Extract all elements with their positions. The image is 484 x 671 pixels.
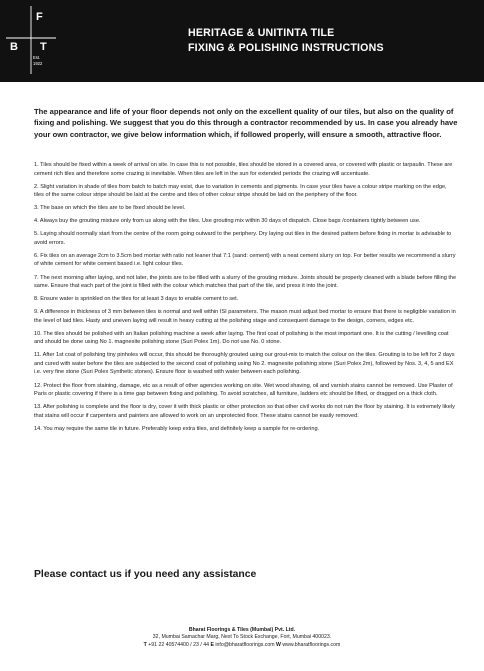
instruction-item: 5. Laying should normally start from the centre of the room going outward to the periphery. Dry laying out tiles in the desired pattern before fixing in mortar is advisable to avoid errors. — [34, 231, 452, 246]
header-band — [0, 0, 484, 82]
assistance-note: Please contact us if you need any assistance — [34, 569, 257, 580]
svg-text:T: T — [40, 41, 47, 53]
website-link[interactable]: www.bharatfloorings.com — [282, 641, 341, 648]
instruction-item: 1. Tiles should be fixed within a week of arrival on site. In case this is not possible, tiles should be stored in a covered area, or covered with plastic or tarpaulin. These are cement rich tiles and therefore some crazing is inevitable. When tiles are left in the sun for extended periods the crazing will accentuate. — [34, 162, 453, 177]
email-label: E — [210, 641, 214, 648]
intro-paragraph: The appearance and life of your floor depends not only on the excellent quality of our tiles, but also on the quality of fixing and polishing. We suggest that you do this through a contractor recommended by us. In case you already have your own contractor, we give below information which, if followed properly, will ensure a smooth, attractive floor. — [34, 107, 458, 139]
web-label: W — [276, 641, 281, 648]
instruction-item: 3. The base on which the tiles are to be fixed should be level. — [34, 205, 186, 212]
title-line-2: FIXING & POLISHING INSTRUCTIONS — [188, 42, 384, 54]
document-title — [188, 26, 468, 56]
phone-label: T — [143, 641, 147, 648]
instruction-item: 6. Fix tiles on an average 2cm to 3.5cm bed mortar with ratio not leaner that 7:1 (sand: cement) with a neat cement slurry on top. For better results we recommend a slurry of white cement for white cement based i.e. light colour tiles. — [34, 252, 456, 268]
instruction-item: 7. The next morning after laying, and not later, the joints are to be filled with a slurry of the grouting mixture. Joints should be properly cleaned with a blade before filling the same. Ensure that each part of the joint is filled with the colour which matches that part of the tile, and press it into the joint. — [34, 274, 457, 290]
company-name: Bharat Floorings & Tiles (Mumbai) Pvt. Ltd. — [188, 627, 296, 633]
bft-logo-graphic — [0, 0, 62, 82]
instruction-item: 9. A difference in thickness of 3 mm between tiles is normal and well within ISI parameters. The mason must adjust bed mortar to ensure that there is negligible variation in the level of laid tiles. Hasty and uneven laying will result in heavy cutting at the polishing stage and consequent damage to the design, corners, edges etc. — [34, 309, 456, 324]
instruction-item: 11. After 1st coat of polishing tiny pinholes will occur, this should be thoroughly grouted using our grout-mix to match the colour on the tiles. Grouting is to be left for 2 days and cured with water before the tiles are subjected to the second coat of polishing using No 2. magnesite polishing stone (Suri Polex 2m), followed by Nos. 3, 4, 5 and EX i.e. very fine stone (Suri Polex Synthetic stones). Ensure floor is washed with water between each polishing. — [34, 352, 455, 376]
contact-line — [0, 642, 484, 649]
svg-text:Est.: Est. — [33, 55, 41, 60]
instruction-item: 14. You may require the same tile in future. Preferably keep extra tiles, and definitely keep a sample for re-ordering. — [34, 425, 320, 432]
title-line-1: HERITAGE & UNITINTA TILE — [188, 27, 335, 39]
instruction-item: 4. Always buy the grouting mixture only from us along with the tiles. Use grouting mix within 30 days of dispatch. Close bags /containers tightly between use. — [34, 218, 421, 225]
footer — [0, 627, 484, 649]
instruction-item: 2. Slight variation in shade of tiles from batch to batch may exist, due to variation in cements and pigments. In case your tiles have a colour stripe marking on the edge, tiles of the same colour stripe should be laid at the centre and tiles of other colour stripe should be laid on the periphery of the floor. — [34, 183, 447, 199]
instruction-item: 8. Ensure water is sprinkled on the tiles for at least 3 days to enable cement to set. — [34, 296, 239, 303]
svg-text:1922: 1922 — [33, 61, 43, 66]
instruction-list — [34, 161, 458, 438]
svg-text:B: B — [10, 41, 18, 53]
bft-logo — [0, 0, 62, 82]
svg-text:F: F — [36, 11, 43, 23]
instruction-item: 12. Protect the floor from staining, damage, etc as a result of other agencies working on site. Wet wood shaving, oil and varnish stains cannot be removed. Use Plaster of Paris or plastic covering if there is a time gap between fixing and polishing. To avoid scratches, all furniture, ladders etc should be lifted, or dragged on a thick cloth. — [34, 382, 453, 398]
instruction-item: 10. The tiles should be polished with an Italian polishing machine a week after laying. The first coat of polishing is the most important one. It is the cutting / levelling coat and should be done using No 1. magnesite polishing stone (Suri Polex 1m). Do not use No. 0 stone. — [34, 330, 449, 346]
company-address: 32, Mumbai Samachar Marg, Next To Stock Exchange, Fort, Mumbai 400023. — [152, 634, 332, 641]
email-link[interactable]: info@bharatfloorings.com — [215, 641, 275, 648]
phone-number: +91 22 40574400 / 23 / 44 — [148, 641, 209, 648]
instruction-item: 13. After polishing is complete and the floor is dry, cover it with thick plastic or other protection so that other civil works do not ruin the floor by staining. It is extremely likely that stains will occur if carpenters and painters are allowed to work on an unprotected floor. These stains cannot be easily removed. — [34, 404, 455, 419]
